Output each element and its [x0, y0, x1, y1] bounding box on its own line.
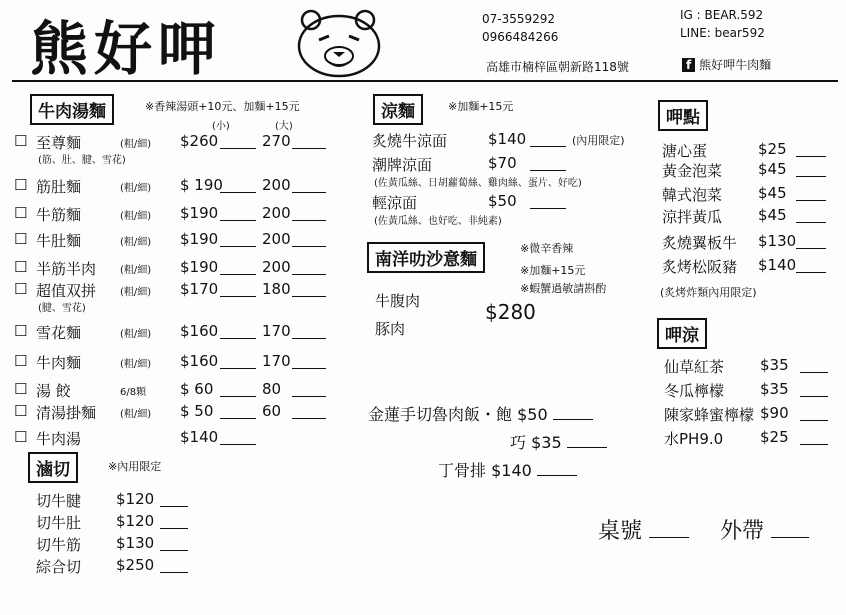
- check-icon: ☐: [14, 322, 28, 340]
- price-large: 180: [262, 280, 291, 298]
- drink-name: 仙草紅茶: [664, 358, 725, 376]
- cold-noodle-extra: (內用限定): [572, 134, 625, 147]
- menu-item-name: 雪花麵: [36, 324, 82, 342]
- snacks-note: (炙烤炸類內用限定): [660, 286, 757, 299]
- takeout-line[interactable]: [771, 517, 809, 538]
- cold-noodle-price: $70: [488, 154, 517, 172]
- check-icon: ☐: [14, 132, 28, 150]
- menu-item-size: (粗/細): [120, 211, 152, 222]
- menu-item-name: 半筋半肉: [36, 260, 97, 278]
- menu-item-size: (粗/細): [120, 409, 152, 420]
- price-small: $190: [180, 204, 219, 222]
- check-icon: ☐: [14, 230, 28, 248]
- drink-name: 冬瓜檸檬: [664, 382, 725, 400]
- cold-noodle-sub: (佐黃瓜絲、也好吃、非純素): [374, 216, 502, 227]
- qty-line-small[interactable]: [220, 260, 256, 275]
- price-small: $190: [180, 258, 219, 276]
- qty-line[interactable]: [796, 258, 826, 273]
- qty-line[interactable]: [530, 156, 566, 171]
- pasta-note-1: ※微辛香辣: [520, 242, 574, 255]
- check-icon: ☐: [14, 176, 28, 194]
- drink-name: 水PH9.0: [664, 430, 724, 448]
- rice-name: 金蓮手切魯肉飯・飽: [368, 405, 513, 424]
- pasta-note-2: ※加麵+15元: [520, 264, 586, 277]
- facebook-name: 熊好呷牛肉麵: [699, 58, 772, 72]
- rice-price: $50: [517, 405, 548, 424]
- check-icon: ☐: [14, 352, 28, 370]
- table-number-label: 桌號: [598, 519, 643, 544]
- menu-item-name: 筋肚麵: [36, 178, 82, 196]
- qty-line-large[interactable]: [292, 232, 326, 247]
- menu-item-name: 牛肉湯: [36, 430, 82, 448]
- qty-line[interactable]: [796, 142, 826, 157]
- table-number-field[interactable]: [598, 514, 689, 545]
- qty-line-small[interactable]: [220, 206, 256, 221]
- phone-1: 07-3559292: [482, 12, 556, 26]
- cold-noodle-price: $140: [488, 130, 527, 148]
- menu-item-name: 超值双拼: [36, 282, 97, 300]
- takeout-field[interactable]: [720, 514, 809, 545]
- drink-price: $25: [760, 428, 789, 446]
- menu-item-name: 清湯掛麵: [36, 404, 97, 422]
- facebook-page: [682, 56, 771, 73]
- qty-line[interactable]: [800, 406, 828, 421]
- menu-item-size: (粗/細): [120, 265, 152, 276]
- pasta-option-beef: 牛腹肉: [375, 292, 421, 310]
- qty-line[interactable]: [160, 492, 188, 507]
- qty-line[interactable]: [567, 433, 607, 448]
- qty-line-small[interactable]: [220, 324, 256, 339]
- qty-line[interactable]: [160, 558, 188, 573]
- cold-noodle-note: ※加麵+15元: [448, 100, 514, 113]
- price-large: 200: [262, 204, 291, 222]
- price-large: 270: [262, 132, 291, 150]
- line-handle: LINE: bear592: [680, 26, 765, 40]
- cold-cut-name: 綜合切: [36, 558, 82, 576]
- bear-logo-icon: [293, 6, 385, 78]
- price-small: $190: [180, 230, 219, 248]
- snack-price: $130: [758, 232, 797, 250]
- cold-noodle-name: 炙燒牛涼面: [372, 132, 448, 150]
- menu-item-name: 牛肉麵: [36, 354, 82, 372]
- price-large: 200: [262, 258, 291, 276]
- facebook-icon: f: [682, 58, 695, 72]
- price-large: 200: [262, 176, 291, 194]
- qty-line[interactable]: [537, 461, 577, 476]
- instagram-handle: IG : BEAR.592: [680, 8, 764, 22]
- snack-name: 炙烤松阪豬: [662, 258, 738, 276]
- qty-line-small[interactable]: [220, 382, 256, 397]
- qty-line[interactable]: [796, 162, 826, 177]
- menu-item-size: (粗/細): [120, 329, 152, 340]
- cold-noodle-name: 潮牌涼面: [372, 156, 433, 174]
- price-small: $ 190: [180, 176, 223, 194]
- price-large: 80: [262, 380, 282, 398]
- snack-price: $25: [758, 140, 787, 158]
- price-large: 200: [262, 230, 291, 248]
- rice-name: 丁骨排: [438, 461, 487, 480]
- address: 高雄市楠梓區朝新路118號: [486, 60, 629, 74]
- drink-price: $90: [760, 404, 789, 422]
- qty-line-small[interactable]: [220, 134, 256, 149]
- pasta-note-3: ※蝦蟹過敏請斟酌: [520, 282, 607, 295]
- cold-cut-price: $120: [116, 512, 155, 530]
- qty-line-large[interactable]: [292, 134, 326, 149]
- cold-cut-name: 切牛腱: [36, 492, 82, 510]
- qty-line-large[interactable]: [292, 178, 326, 193]
- snack-price: $140: [758, 256, 797, 274]
- snack-price: $45: [758, 160, 787, 178]
- snack-name: 韓式泡菜: [662, 186, 723, 204]
- menu-item-name: 至尊麵: [36, 134, 82, 152]
- pasta-title: 南洋叻沙意麵: [367, 242, 485, 273]
- drinks-title: 呷涼: [657, 318, 707, 349]
- qty-line[interactable]: [160, 536, 188, 551]
- menu-item-size: (粗/細): [120, 139, 152, 150]
- cold-cut-price: $130: [116, 534, 155, 552]
- snack-name: 涼拌黃瓜: [662, 208, 723, 226]
- menu-item-name: 牛肚麵: [36, 232, 82, 250]
- takeout-label: 外帶: [720, 519, 765, 544]
- qty-line-large[interactable]: [292, 404, 326, 419]
- pasta-option-pork: 豚肉: [375, 320, 406, 338]
- qty-line-large[interactable]: [292, 260, 326, 275]
- price-large: 60: [262, 402, 282, 420]
- qty-line-large[interactable]: [292, 382, 326, 397]
- cold-cut-price: $250: [116, 556, 155, 574]
- qty-line-large[interactable]: [292, 354, 326, 369]
- menu-item-size: (粗/細): [120, 237, 152, 248]
- snack-name: 炙燒翼板牛: [662, 234, 738, 252]
- price-small: $140: [180, 428, 219, 446]
- snack-name: 黃金泡菜: [662, 162, 723, 180]
- qty-line[interactable]: [530, 194, 566, 209]
- beef-noodle-title: 牛肉湯麵: [30, 94, 114, 125]
- price-large: 170: [262, 352, 291, 370]
- col-small-label: (小): [212, 121, 230, 132]
- check-icon: ☐: [14, 204, 28, 222]
- snack-name: 溏心蛋: [662, 142, 708, 160]
- qty-line-small[interactable]: [220, 404, 256, 419]
- drink-price: $35: [760, 356, 789, 374]
- price-small: $ 60: [180, 380, 214, 398]
- cold-cut-name: 切牛肚: [36, 514, 82, 532]
- check-icon: ☐: [14, 380, 28, 398]
- check-icon: ☐: [14, 280, 28, 298]
- drink-price: $35: [760, 380, 789, 398]
- menu-item-sub: (筋、肚、腱、雪花): [38, 155, 126, 166]
- menu-item-name: 湯 餃: [36, 382, 71, 400]
- price-small: $ 50: [180, 402, 214, 420]
- qty-line[interactable]: [553, 405, 593, 420]
- price-small: $260: [180, 132, 219, 150]
- menu-item-name: 牛筋麵: [36, 206, 82, 224]
- price-small: $160: [180, 322, 219, 340]
- snack-price: $45: [758, 184, 787, 202]
- cold-noodle-sub: (佐黃瓜絲、日胡蘿蔔絲、雞肉絲、蛋片、好吃): [374, 178, 582, 189]
- table-number-line[interactable]: [649, 517, 689, 538]
- qty-line-large[interactable]: [292, 282, 326, 297]
- rice-price: $140: [491, 461, 532, 480]
- rice-item-1: [510, 430, 607, 453]
- cold-cut-price: $120: [116, 490, 155, 508]
- qty-line-small[interactable]: [220, 354, 256, 369]
- price-small: $160: [180, 352, 219, 370]
- price-small: $170: [180, 280, 219, 298]
- check-icon: ☐: [14, 402, 28, 420]
- menu-item-size: 6/8顆: [120, 387, 147, 398]
- qty-line[interactable]: [800, 382, 828, 397]
- cold-cuts-note: ※內用限定: [108, 460, 162, 473]
- rice-name: 巧: [510, 433, 527, 452]
- cold-noodle-name: 輕涼面: [372, 194, 418, 212]
- rice-item-2: [438, 458, 577, 481]
- menu-item-sub: (腱、雪花): [38, 303, 86, 314]
- qty-line-small[interactable]: [220, 232, 256, 247]
- header-divider: [12, 80, 838, 82]
- qty-line[interactable]: [796, 186, 826, 201]
- snacks-title: 呷點: [658, 100, 708, 131]
- qty-line[interactable]: [796, 234, 826, 249]
- cold-noodle-title: 涼麵: [373, 94, 423, 125]
- qty-line-large[interactable]: [292, 206, 326, 221]
- check-icon: ☐: [14, 428, 28, 446]
- restaurant-title: 熊好呷: [30, 15, 223, 83]
- qty-line-small[interactable]: [220, 430, 256, 445]
- rice-price: $35: [531, 433, 562, 452]
- beef-noodle-note: ※香辣湯頭+10元、加麵+15元: [145, 100, 300, 113]
- snack-price: $45: [758, 206, 787, 224]
- menu-item-size: (粗/細): [120, 183, 152, 194]
- cold-cut-name: 切牛筋: [36, 536, 82, 554]
- qty-line[interactable]: [160, 514, 188, 529]
- qty-line[interactable]: [796, 208, 826, 223]
- qty-line[interactable]: [800, 358, 828, 373]
- check-icon: ☐: [14, 258, 28, 276]
- pasta-price: $280: [485, 300, 536, 324]
- qty-line[interactable]: [530, 132, 566, 147]
- cold-noodle-price: $50: [488, 192, 517, 210]
- qty-line-small[interactable]: [220, 282, 256, 297]
- qty-line-small[interactable]: [220, 178, 256, 193]
- cold-cuts-title: 滷切: [28, 452, 78, 483]
- rice-item-0: [368, 402, 593, 425]
- menu-item-size: (粗/細): [120, 287, 152, 298]
- drink-name: 陳家蜂蜜檸檬: [664, 406, 755, 424]
- menu-item-size: (粗/細): [120, 359, 152, 370]
- qty-line-large[interactable]: [292, 324, 326, 339]
- price-large: 170: [262, 322, 291, 340]
- qty-line[interactable]: [800, 430, 828, 445]
- phone-2: 0966484266: [482, 30, 559, 44]
- col-large-label: (大): [275, 121, 293, 132]
